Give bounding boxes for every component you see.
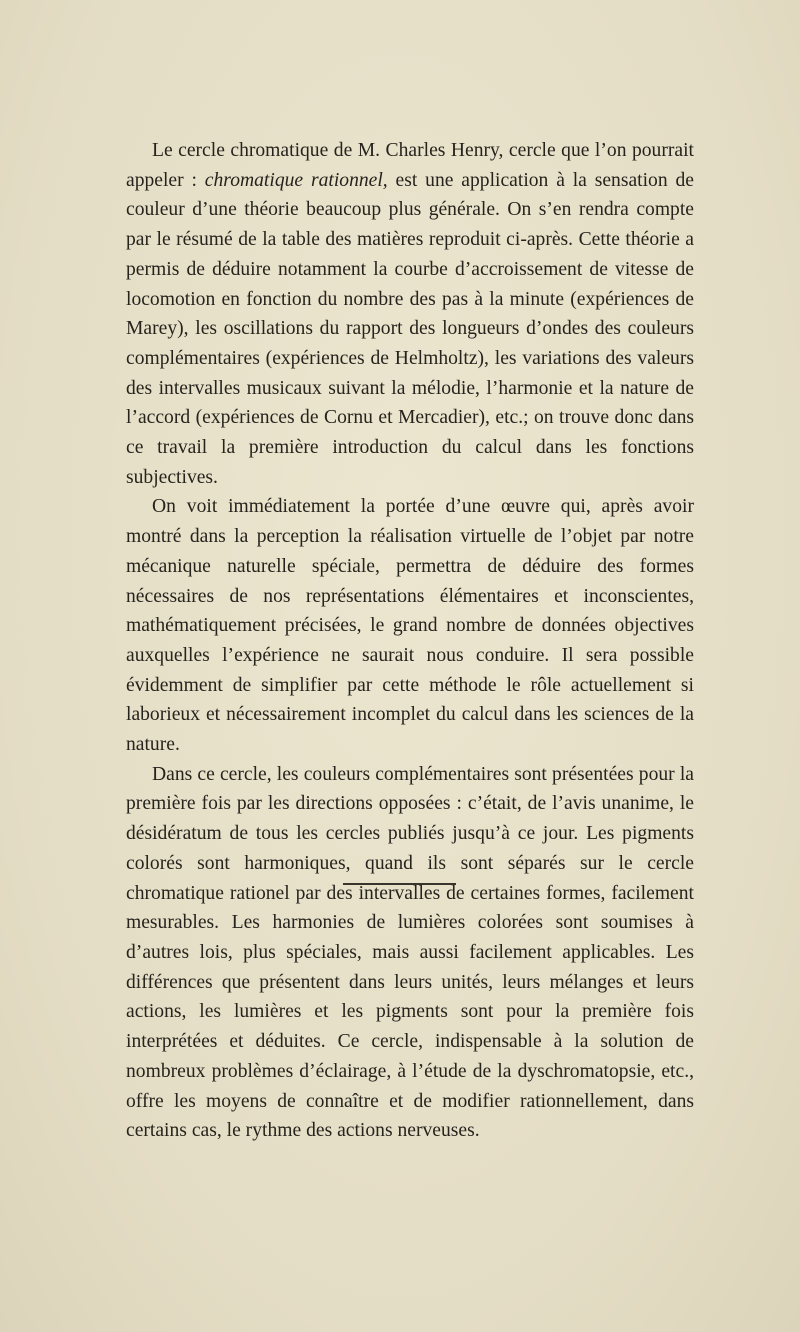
paragraph-2: On voit immédiatement la portée d’une œuvre qui, après avoir montré dans la perception la réalisation virtuelle de l’objet par notre mécanique naturelle spéciale, permettra de déduire des formes nécessaires de nos représentations élémentaires et inconscientes, mathématiquement précisées, le grand nombre de données objectives auxquelles l’expérience ne saurait nous conduire. Il sera possible évidemment de simplifier par cette méthode le rôle actuellement si laborieux et nécessairement incomplet du calcul dans les sciences de la nature. bbox=[126, 496, 694, 756]
body-text bbox=[126, 136, 694, 1146]
italic-term: chromatique rationnel, bbox=[204, 169, 388, 191]
paragraph-1-continuation: est une application à la sensation de couleur d’une théorie beaucoup plus générale. On s’en rendra compte par le résumé de la table des matières reproduit ci-après. Cette théorie a permis de déduire notamment la courbe d’accroissement de vitesse de locomotion en fonction du nombre des pas à la minute (expériences de Marey), les oscillations du rapport des longueurs d’ondes des couleurs complémentaires (expériences de Helmholtz), les variations des valeurs des intervalles musicaux suivant la mélodie, l’harmonie et la nature de l’accord (expériences de Cornu et Mercadier), etc.; on trouve donc dans ce travail la première introduction du calcul dans les fonctions subjectives. bbox=[126, 169, 694, 488]
paragraph-3: Dans ce cercle, les couleurs complémentaires sont présentées pour la première fois par les directions opposées : c’était, de l’avis unanime, le désidératum de tous les cercles publiés jusqu’à ce jour. Les pigments colorés sont harmoniques, quand ils sont séparés sur le cercle chromatique rationel par des intervalles de certaines formes, facilement mesurables. Les harmonies de lumières colorées sont soumises à d’autres lois, plus spéciales, mais aussi facilement applicables. Les différences que présentent dans leurs unités, leurs mélanges et leurs actions, les lumières et les pigments sont pour la première fois interprétées et déduites. Ce cercle, indispensable à la solution de nombreux problèmes d’éclairage, à l’étude de la dyschromatopsie, etc., offre les moyens de connaître et de modifier rationnellement, dans certains cas, le rythme des actions nerveuses. bbox=[126, 763, 694, 1142]
paragraph-1-opening: Le cercle chromatique de M. Charles Henry, cercle que l’on pourrait appeler : bbox=[126, 140, 694, 191]
paragraph-1 bbox=[126, 136, 694, 492]
closing-rule bbox=[343, 883, 456, 885]
